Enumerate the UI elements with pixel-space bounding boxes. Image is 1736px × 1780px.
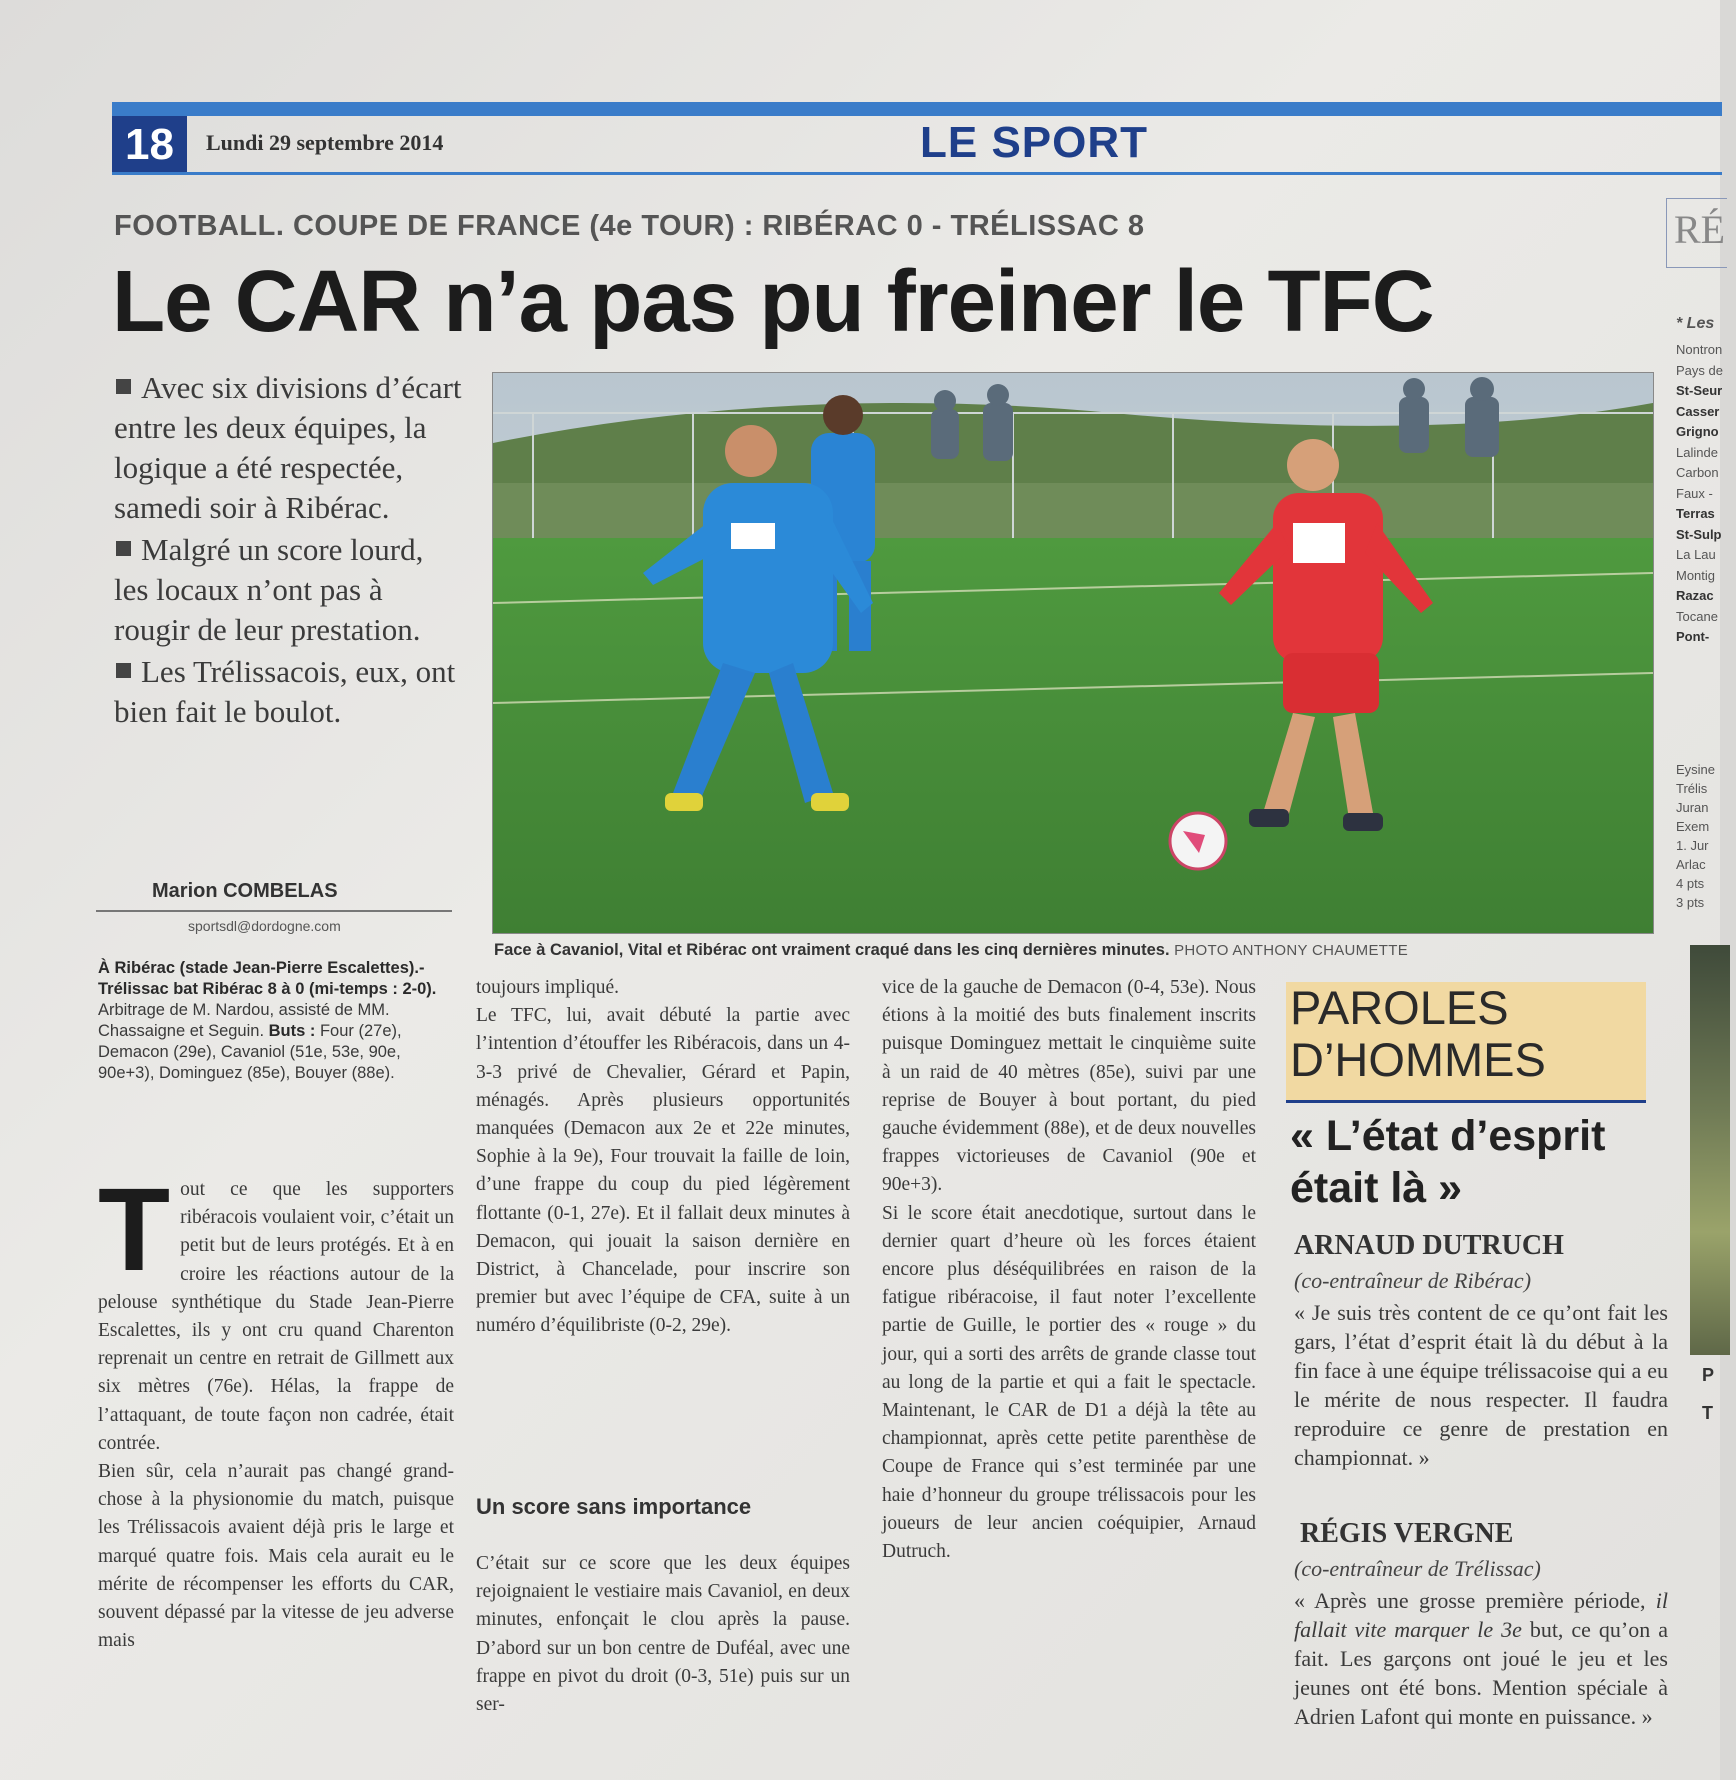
article-column-2 bbox=[476, 974, 850, 1341]
header-rule bbox=[112, 172, 1722, 175]
summary-bullet: Avec six divisions d’écart entre les deux équipes, la logique a été respectée, samedi soir à Ribérac. bbox=[114, 370, 462, 525]
match-photo-illustration bbox=[493, 373, 1653, 933]
sidebar-intro: * Les bbox=[1676, 315, 1715, 332]
paragraph: Le TFC, lui, avait débuté la partie avec l’intention d’étouffer les Ribéracois, dans un 4-3-3 privé de Chevalier, Gérard et Papin, ménagés. Après plusieurs opportunités manquées (Demacon aux 2e et 22e minutes, Sophie à la 9e), Four trouvait la faille de loin, d’une frappe du coup du pied légèrement flottante (0-1, 27e). Et il fallait deux minutes à Demacon, qui jouait la saison dernière en District, à Chancelade, pour inscrire son premier but avec l’équipe de CFA, suite à un numéro d’équilibriste (0-2, 29e). bbox=[476, 1005, 850, 1337]
sidebar-caption-letters: P T bbox=[1702, 1365, 1715, 1423]
quote-person-name: RÉGIS VERGNE bbox=[1300, 1518, 1514, 1549]
author-rule bbox=[96, 910, 452, 912]
paragraph: Bien sûr, cela n’aurait pas changé grand-chose à la physionomie du match, puisque les Trélissacois avaient déjà pris le large et marqué quatre fois. Mais cela aurait eu le mérite de récompenser les efforts du CAR, souvent dépassé par la vitesse de jeu adverse mais bbox=[98, 1461, 454, 1652]
sidebar-standings-list: Eysine Trélis Juran Exem 1. Jur Arlac 4 pts 3 pts bbox=[1676, 762, 1716, 910]
photo-credit: PHOTO ANTHONY CHAUMETTE bbox=[1174, 942, 1408, 959]
article-headline: Le CAR n’a pas pu freiner le TFC bbox=[112, 253, 1434, 350]
article-column-1 bbox=[98, 1164, 454, 1655]
paragraph: vice de la gauche de Demacon (0-4, 53e). Nous étions à la moitié des buts finalement inscrits puisque Dominguez mettait le cinquième suite à un raid de 40 mètres (85e), suivi par une reprise de Bouyer à bout portant, du pied gauche évidemment (88e), et de deux nouvelles frappes victorieuses de Cavaniol (90e et 90e+3). bbox=[882, 977, 1256, 1196]
page-number: 18 bbox=[112, 116, 187, 174]
square-bullet-icon bbox=[116, 663, 131, 678]
header-band bbox=[112, 102, 1722, 116]
quotes-box-title: PAROLES D’HOMMES bbox=[1286, 982, 1646, 1103]
summary-bullets bbox=[114, 368, 464, 734]
article-kicker: FOOTBALL. COUPE DE FRANCE (4e TOUR) : RIBÉRAC 0 - TRÉLISSAC 8 bbox=[114, 210, 1145, 242]
match-card bbox=[98, 958, 454, 1084]
photo-caption: Face à Cavaniol, Vital et Ribérac ont vraiment craqué dans les cinq dernières minutes. PHOTO ANTHONY CHAUMETTE bbox=[494, 941, 1408, 959]
article-subhead: Un score sans importance bbox=[476, 1494, 752, 1519]
section-title: LE SPORT bbox=[920, 118, 1149, 167]
paragraph: C’était sur ce score que les deux équipes rejoignaient le vestiaire mais Cavaniol, en deux minutes, enfonçait le clou après la pause. D’abord sur un bon centre de Duféal, avec une frappe en pivot du droit (0-3, 51e) puis sur un ser- bbox=[476, 1553, 850, 1716]
square-bullet-icon bbox=[116, 379, 131, 394]
article-column-2-continued bbox=[476, 1550, 850, 1719]
author-name: Marion COMBELAS bbox=[152, 880, 338, 902]
paragraph: toujours impliqué. bbox=[476, 977, 619, 998]
drop-cap: T bbox=[98, 1164, 171, 1296]
goals-label: Buts : bbox=[268, 1022, 316, 1040]
paragraph: Si le score était anecdotique, surtout dans le dernier quart d’heure où les forces étaient encore plus déséquilibrées en raison de la fatigue ribéracoise, il faut noter l’excellente partie de Guille, le portier des « rouge » du jour, qui a sorti des arrêts de grande classe tout au long de la partie et qui a fait le spectacle. Maintenant, le CAR de D1 a déjà la tête au championnat, après cette petite parenthèse de Coupe de France qui s’est terminée par une haie d’honneur du groupe trélissacois pour les joueurs de leur ancien coéquipier, Arnaud Dutruch. bbox=[882, 1202, 1256, 1563]
match-referee: Arbitrage de M. Nardou, assisté de MM. Chassaigne et Seguin. bbox=[98, 1001, 390, 1040]
issue-date: Lundi 29 septembre 2014 bbox=[206, 130, 444, 155]
match-photo bbox=[492, 372, 1654, 934]
quote-person-role: (co-entraîneur de Trélissac) bbox=[1294, 1556, 1541, 1581]
match-place: À Ribérac (stade Jean-Pierre Escalettes).- Trélissac bat Ribérac 8 à 0 (mi-temps : 2-0). bbox=[98, 959, 437, 998]
paragraph: out ce que les supporters ribéracois voulaient voir, c’était un petit but de leurs protégés. Et à en croire les réactions autour de la pelouse synthétique du Stade Jean-Pierre Escalettes, ils y ont cru quand Charenton reprenait un centre en retrait de Gillmett aux six mètres (76e). Hélas, la frappe de l’attaquant, de toute façon non cadrée, était contrée. bbox=[98, 1179, 454, 1454]
author-email: sportsdl@dordogne.com bbox=[188, 918, 341, 934]
summary-bullet: Malgré un score lourd, les locaux n’ont pas à rougir de leur prestation. bbox=[114, 532, 424, 647]
article-column-3 bbox=[882, 974, 1256, 1566]
quote-person-role: (co-entraîneur de Ribérac) bbox=[1294, 1268, 1532, 1293]
match-goals: Four (27e), Demacon (29e), Cavaniol (51e, 53e, 90e, 90e+3), Dominguez (85e), Bouyer (88e). bbox=[98, 1022, 402, 1082]
sidebar-results-list: Nontron Pays de St-Seur Casser Grigno Lalinde Carbon Faux - Terras St-Sulp La Lau Montig Razac Tocane Pont- bbox=[1676, 342, 1723, 644]
quotes-headline: « L’état d’esprit était là » bbox=[1290, 1112, 1606, 1212]
quote-text: « Après une grosse première période, il fallait vite marquer le 3e but, ce qu’on a fait. Les garçons ont joué le jeu et les jeunes ont été bons. Mention spéciale à Adrien Lafont qui monte en puissance. » bbox=[1294, 1588, 1668, 1729]
square-bullet-icon bbox=[116, 541, 131, 556]
quote-text: « Je suis très content de ce qu’ont fait les gars, l’état d’esprit était là du début à la fin face à une équipe trélissacoise qui a eu le mérite de nous respecter. Il faudra reproduire ce genre de prestation en championnat. » bbox=[1294, 1300, 1668, 1470]
sidebar-photo bbox=[1690, 945, 1730, 1355]
sidebar-title: RÉ bbox=[1674, 207, 1726, 252]
quote-person-name: ARNAUD DUTRUCH bbox=[1294, 1230, 1564, 1261]
summary-bullet: Les Trélissacois, eux, ont bien fait le boulot. bbox=[114, 654, 456, 729]
